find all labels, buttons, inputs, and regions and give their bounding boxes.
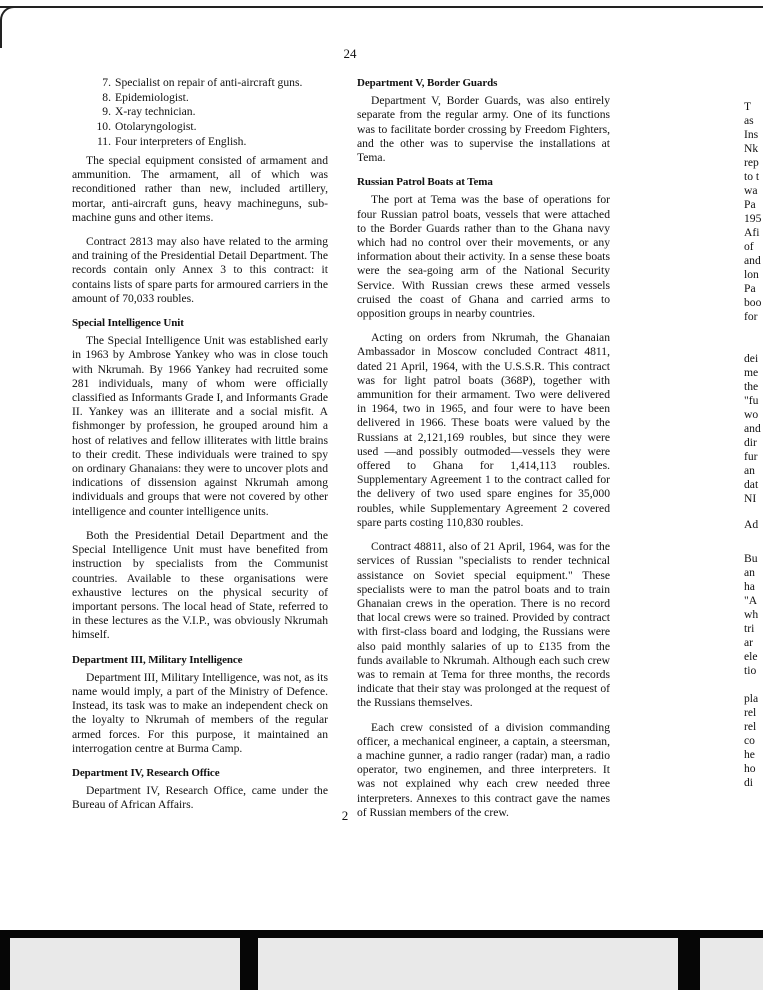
paragraph-contract-2813: Contract 2813 may also have related to the arming and training of the Presidential Detail Department. The records contain only Annex 3 to this contract: it contains lists of spare parts for armoured carriers in the amount of 70,033 roubles. xyxy=(72,235,328,305)
bleed-fragment: dat xyxy=(744,478,759,491)
heading-special-intelligence-unit: Special Intelligence Unit xyxy=(72,317,184,330)
bleed-fragment: 195 xyxy=(744,212,762,225)
bleed-fragment: NI xyxy=(744,492,757,505)
bleed-fragment: lon xyxy=(744,268,759,281)
bleed-fragment: the xyxy=(744,380,759,393)
list-item: 11. Four interpreters of English. xyxy=(96,134,247,148)
film-frame xyxy=(10,938,240,990)
bleed-fragment: me xyxy=(744,366,759,379)
bleed-fragment: an xyxy=(744,464,755,477)
page-number-top: 24 xyxy=(343,46,357,61)
paragraph-department-v: Department V, Border Guards, was also entirely separate from the regular army. One of its functions was to facilitate border crossing by Freedom Fighters, and the other was to supervise the installations at Tema. xyxy=(357,94,610,165)
bleed-fragment: ha xyxy=(744,580,755,593)
bleed-fragment: "A xyxy=(744,594,758,607)
bleed-fragment: Nk xyxy=(744,142,759,155)
bleed-fragment: dei xyxy=(744,352,759,365)
list-item: 7. Specialist on repair of anti-aircraft guns. xyxy=(102,76,303,89)
scan-edge-line xyxy=(0,6,763,8)
paragraph-department-iii: Department III, Military Intelligence, was not, as its name would imply, a part of the Ministry of Defence. Instead, its task was to make an independent check on the loyalty to Nkrumah of members of the regular armed forces. For this purpose, it maintained an interrogation centre at Burma Camp. xyxy=(72,670,328,755)
left-column xyxy=(72,76,328,823)
list-item: 8. Epidemiologist. xyxy=(102,90,189,104)
bleed-fragment: as xyxy=(744,114,754,127)
bleed-fragment: ele xyxy=(744,650,758,663)
bleed-fragment: co xyxy=(744,734,755,747)
bleed-fragment: ar xyxy=(744,636,754,649)
list-item: 9. X-ray technician. xyxy=(102,105,196,119)
paragraph-contract-4811: Acting on orders from Nkrumah, the Ghanaian Ambassador in Moscow concluded Contract 4811, dated 21 April, 1964, with the U.S.S.R. This contract was for light patrol boats (368P), together with ammunition for their armament. Two were delivered in 1964, two in 1965, and four were to have been delivered in 1966. These boats were valued by the Russians at 2,121,169 roubles, but since they were used —and possibly outmoded—vessels they were offered to Ghana for 1,414,113 roubles. Supplementary Agreement 1 to the contract called for the delivery of two used spare engines for 35,000 roubles, while Supplementary Agreement 2 covered spare parts costing 110,830 roubles. xyxy=(357,331,610,529)
bleed-fragment: T xyxy=(744,100,752,113)
bleed-fragment: to t xyxy=(744,170,760,183)
bleed-fragment: rel xyxy=(744,706,757,719)
bleed-fragment: fur xyxy=(744,450,758,463)
list-item: 10. Otolaryngologist. xyxy=(96,120,197,134)
bleed-fragment: di xyxy=(744,776,754,789)
page-curl xyxy=(0,6,16,48)
bleed-fragment: ho xyxy=(744,762,756,775)
film-frame xyxy=(700,938,763,990)
bleed-fragment: he xyxy=(744,748,755,761)
bleed-fragment: Bu xyxy=(744,552,758,565)
bleed-fragment: wo xyxy=(744,408,759,421)
bleed-fragment: tri xyxy=(744,622,755,635)
bleed-fragment: wh xyxy=(744,608,759,621)
bleed-fragment: Ad xyxy=(744,518,759,531)
right-column xyxy=(357,76,610,830)
bleed-fragment: Afi xyxy=(744,226,760,239)
paragraph-crew-composition: Each crew consisted of a division commanding officer, a mechanical engineer, a captain, a steersman, a machine gunner, a radio ranger (radar) man, a radio operator, two enginemen, and three interpreters. It was not explained why each crew needed three interpreters. Annexes to this contract gave the names of Russian members of the crew. xyxy=(357,720,610,819)
bleed-fragment: Ins xyxy=(744,128,759,141)
bleed-fragment: boo xyxy=(744,296,762,309)
bleed-fragment: tio xyxy=(744,664,757,677)
heading-department-iii: Department III, Military Intelligence xyxy=(72,653,243,666)
bleed-fragment: Pa xyxy=(744,198,756,211)
heading-russian-patrol-boats: Russian Patrol Boats at Tema xyxy=(357,176,493,189)
bleed-fragment: for xyxy=(744,310,758,323)
bleed-fragment: rep xyxy=(744,156,759,169)
bleed-fragment: dir xyxy=(744,436,757,449)
paragraph-contract-48811: Contract 48811, also of 21 April, 1964, was for the services of Russian "specialists to render technical assistance on Soviet special equipment." These specialists were to man the patrol boats and to train Ghanaian crews in the operation. There is no record that local crews were so trained. Provided by contract with first-class board and lodging, the Russians were also paid monthly salaries of up to £135 from the funds available to Nkrumah. Although each such crew was to remain at Tema for three months, the records indicate that their stay was prolonged at the request of the Russians themselves. xyxy=(357,540,610,710)
specialist-list xyxy=(72,76,328,149)
paragraph-communist-instruction: Both the Presidential Detail Department and the Special Intelligence Unit must have benefited from instruction by specialists from the Communist countries. Available to these organisations were exhaustive lectures on the physical security of important persons. The local head of State, referred to in these lectures as the V.I.P., was obviously Nkrumah himself. xyxy=(72,528,328,642)
heading-department-v: Department V, Border Guards xyxy=(357,77,498,89)
bleed-fragment: "fu xyxy=(744,394,759,407)
paragraph-special-equipment: The special equipment consisted of armament and ammunition. The armament, all of which was reconditioned rather than new, included artillery, mortar, anti-aircraft guns, heavy machineguns, sub-machine guns and other items. xyxy=(72,154,328,224)
bleed-fragment: and xyxy=(744,422,761,435)
paragraph-port-tema: The port at Tema was the base of operations for four Russian patrol boats, vessels that were attached to the Border Guards rather than to the Ghana navy which had no control over their movements, or any information about their activity. In a sense these boats were the sea-going arm of the National Security Service. With Russian crews these armed vessels cruised the coast of Ghana and carried arms to opposition groups in nearby countries. xyxy=(357,193,610,321)
scan-film-strip xyxy=(0,930,763,990)
bleed-fragment: rel xyxy=(744,720,757,733)
bleed-fragment: pla xyxy=(744,692,759,705)
bleed-fragment: an xyxy=(744,566,755,579)
paragraph-department-iv: Department IV, Research Office, came under the Bureau of African Affairs. xyxy=(72,784,328,812)
adjacent-page-bleed xyxy=(744,100,763,800)
paragraph-siu-established: The Special Intelligence Unit was established early in 1963 by Ambrose Yankey who was in close touch with Nkrumah. By 1966 Yankey had recruited some 281 individuals, many of whom were officially classified as Informants Grade I, and Informants Grade II. Yankey was an illiterate and a social misfit. A fishmonger by profession, he grouped around him a host of relatives and fellow illiterates with little brains to their credit. These individuals were trained to spy on ordinary Ghanaians: they were to uncover plots and indications of dissension against Nkrumah among individuals and groups that were not covered by other intelligence and counter intelligence units. xyxy=(72,334,328,518)
film-frame xyxy=(258,938,678,990)
page-number-bottom: 2 xyxy=(341,808,349,823)
bleed-fragment: Pa xyxy=(744,282,756,295)
bleed-fragment: and xyxy=(744,254,761,267)
bleed-fragment: of xyxy=(744,240,754,253)
bleed-fragment: wa xyxy=(744,184,758,197)
heading-department-iv: Department IV, Research Office xyxy=(72,766,220,779)
scan-top-border xyxy=(0,0,763,14)
